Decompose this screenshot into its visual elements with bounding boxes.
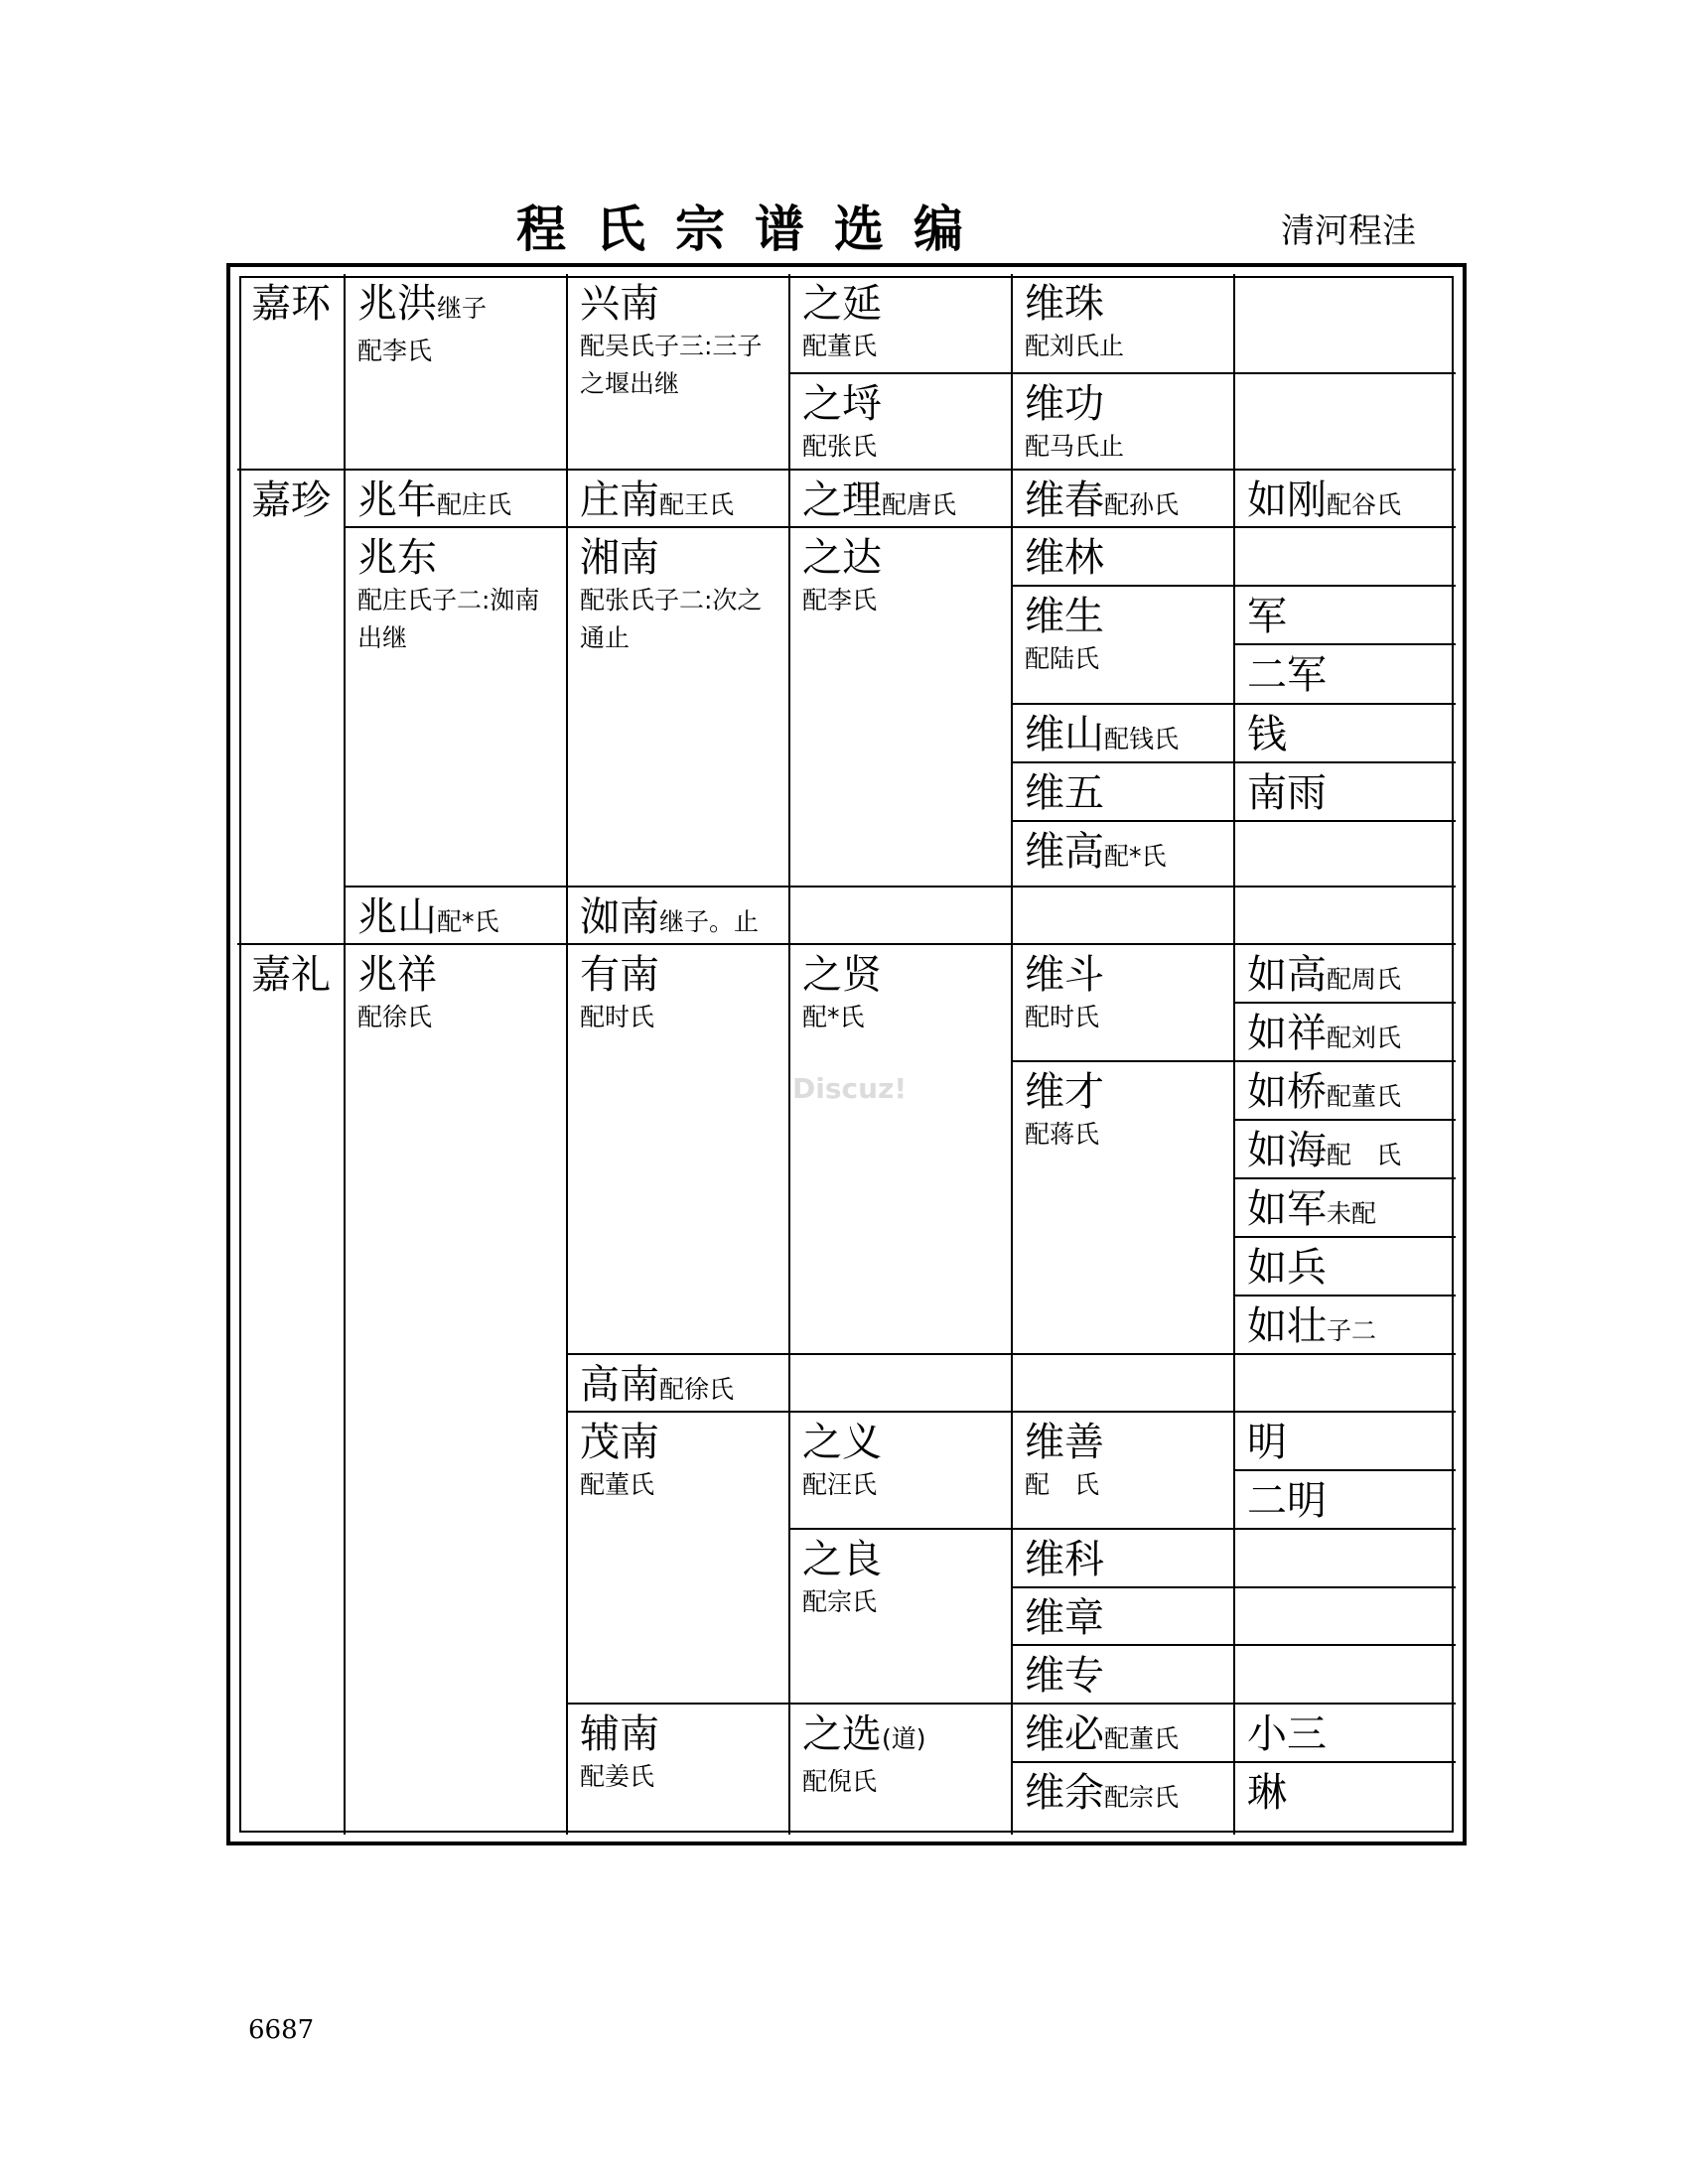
person-name: 维余 — [1025, 1770, 1104, 1816]
person-name: 兆年 — [357, 478, 437, 523]
person-cell — [1233, 705, 1456, 756]
person-cell — [566, 1705, 788, 1796]
person-cell — [1011, 1763, 1233, 1820]
person-name: 维珠 — [1025, 281, 1104, 327]
spouse-note: 配庄氏 — [437, 490, 512, 519]
person-name: 南雨 — [1247, 770, 1327, 815]
person-name: 维善 — [1025, 1420, 1104, 1465]
person-name: 如壮 — [1247, 1303, 1327, 1349]
person-name: 有南 — [580, 952, 659, 998]
person-name: 庄南 — [580, 478, 659, 523]
person-cell — [1011, 274, 1233, 365]
person-cell — [788, 274, 1011, 365]
spouse-note: 配谷氏 — [1327, 490, 1402, 519]
person-note: 配李氏 — [357, 337, 433, 365]
person-name: 兆东 — [357, 535, 437, 581]
person-cell — [1233, 1062, 1456, 1119]
person-cell — [566, 274, 788, 403]
person-cell — [1011, 374, 1233, 466]
person-note: 配吴氏子三:三子之堰出继 — [580, 332, 763, 398]
person-cell — [1011, 705, 1233, 761]
person-name: 二明 — [1247, 1478, 1327, 1523]
person-cell — [1011, 945, 1233, 1036]
person-name: 之义 — [802, 1420, 882, 1465]
person-name: 如祥 — [1247, 1011, 1327, 1056]
watermark: Discuz! — [792, 1072, 908, 1105]
person-note: 配陆氏 — [1025, 644, 1100, 673]
person-name: 维必 — [1025, 1711, 1104, 1757]
person-cell — [1011, 1530, 1233, 1581]
person-note: 配董氏 — [580, 1470, 655, 1499]
person-name: 之贤 — [802, 952, 882, 998]
person-cell — [566, 945, 788, 1036]
person-cell — [1011, 1646, 1233, 1698]
person-cell — [788, 1530, 1011, 1621]
person-name: 之选 — [802, 1711, 882, 1757]
person-name: 之达 — [802, 535, 882, 581]
person-cell — [566, 1355, 788, 1412]
person-name: 兴南 — [580, 281, 659, 327]
person-name: 兆山 — [357, 894, 437, 940]
spouse-note: 配*氏 — [437, 907, 499, 936]
person-cell — [1011, 1705, 1233, 1761]
person-cell — [1233, 1004, 1456, 1060]
person-note: 配时氏 — [1025, 1003, 1100, 1031]
person-cell — [1011, 822, 1233, 879]
person-cell — [344, 945, 566, 1036]
spouse-note: 配唐氏 — [882, 490, 957, 519]
person-cell — [1011, 1588, 1233, 1640]
person-name: 维生 — [1025, 594, 1104, 639]
spouse-note: 配董氏 — [1327, 1082, 1402, 1111]
person-name: 维春 — [1025, 478, 1104, 523]
person-cell — [1233, 471, 1456, 527]
person-name: 之理 — [802, 478, 882, 523]
spouse-note: 配董氏 — [1104, 1724, 1180, 1753]
person-name: 明 — [1247, 1420, 1287, 1464]
person-cell — [788, 471, 1011, 527]
spouse-note: 子二 — [1327, 1316, 1377, 1345]
person-cell — [344, 528, 566, 657]
person-name: 维五 — [1025, 770, 1104, 815]
person-name: 嘉环 — [251, 281, 331, 326]
person-note: 配宗氏 — [802, 1587, 878, 1616]
person-note: 配时氏 — [580, 1003, 655, 1031]
person-name: 维才 — [1025, 1069, 1104, 1115]
person-name: 洳南 — [580, 894, 659, 940]
person-name: 如军 — [1247, 1186, 1327, 1232]
generation-cell — [237, 274, 344, 326]
person-name: 兆祥 — [357, 952, 437, 998]
person-name: 嘉珍 — [251, 478, 331, 522]
generation-cell — [237, 471, 344, 522]
person-name: 维斗 — [1025, 952, 1104, 998]
person-name: 嘉礼 — [251, 952, 331, 997]
person-cell — [788, 1413, 1011, 1504]
person-cell — [1011, 587, 1233, 678]
person-name: 之埒 — [802, 381, 882, 427]
spouse-note: 配王氏 — [659, 490, 735, 519]
person-name: 如海 — [1247, 1128, 1327, 1173]
person-cell — [566, 471, 788, 527]
person-name: 军 — [1247, 594, 1287, 638]
person-cell — [788, 374, 1011, 466]
person-note: 配张氏子二:次之通止 — [580, 586, 763, 652]
person-cell — [1233, 945, 1456, 1002]
person-cell — [1233, 763, 1456, 815]
person-cell — [1233, 587, 1456, 638]
person-note: 配汪氏 — [802, 1470, 878, 1499]
person-cell — [1233, 1238, 1456, 1290]
person-note: 配庄氏子二:洳南出继 — [357, 586, 540, 652]
person-name: 茂南 — [580, 1420, 659, 1465]
page-title: 程氏宗谱选编 — [516, 200, 993, 258]
person-cell — [788, 945, 1011, 1036]
person-name: 维山 — [1025, 712, 1104, 757]
spouse-note: 配刘氏 — [1327, 1024, 1402, 1052]
person-note: 配张氏 — [802, 432, 878, 461]
generation-cell — [237, 945, 344, 997]
spouse-note: 未配 — [1327, 1199, 1377, 1228]
person-name: 之良 — [802, 1537, 882, 1582]
person-name: 二军 — [1247, 652, 1327, 697]
person-note: 配马氏止 — [1025, 432, 1125, 461]
person-cell — [1233, 1705, 1456, 1756]
person-name: 维林 — [1025, 535, 1104, 580]
spouse-note: 配徐氏 — [659, 1375, 735, 1404]
person-cell — [1233, 1297, 1456, 1353]
person-note: 配姜氏 — [580, 1762, 655, 1791]
person-cell — [566, 1413, 788, 1504]
spouse-note: 配宗氏 — [1104, 1783, 1180, 1812]
person-name: 琳 — [1247, 1770, 1287, 1815]
page-number: 6687 — [248, 2015, 315, 2045]
person-cell — [566, 528, 788, 657]
person-name: 如高 — [1247, 952, 1327, 998]
spouse-note: 配钱氏 — [1104, 725, 1180, 753]
person-name: 高南 — [580, 1362, 659, 1408]
person-note: 配蒋氏 — [1025, 1120, 1100, 1149]
spouse-note: (道) — [882, 1724, 926, 1753]
person-cell — [1011, 471, 1233, 527]
person-cell — [1011, 763, 1233, 815]
person-name: 如桥 — [1247, 1069, 1327, 1115]
person-name: 辅南 — [580, 1711, 659, 1757]
person-name: 湘南 — [580, 535, 659, 581]
person-cell — [1011, 1413, 1233, 1504]
spouse-note: 继子 — [437, 294, 488, 323]
person-cell — [344, 471, 566, 527]
person-cell — [344, 274, 566, 370]
page-subtitle: 清河程洼 — [1281, 211, 1416, 251]
person-cell — [1011, 1062, 1233, 1154]
person-name: 维功 — [1025, 381, 1104, 427]
person-name: 小三 — [1247, 1711, 1327, 1756]
person-name: 维章 — [1025, 1595, 1104, 1640]
person-cell — [1233, 1179, 1456, 1236]
person-note: 配李氏 — [802, 586, 878, 614]
person-cell — [344, 887, 566, 944]
person-cell — [1233, 1121, 1456, 1177]
person-cell — [1233, 1471, 1456, 1523]
person-name: 维高 — [1025, 829, 1104, 875]
spouse-note: 配孙氏 — [1104, 490, 1180, 519]
spouse-note: 配周氏 — [1327, 965, 1402, 994]
person-note: 配董氏 — [802, 332, 878, 360]
person-name: 兆洪 — [357, 281, 437, 327]
person-name: 如刚 — [1247, 478, 1327, 523]
person-cell — [788, 528, 1011, 619]
spouse-note: 配 氏 — [1327, 1141, 1402, 1169]
person-name: 维科 — [1025, 1537, 1104, 1581]
person-name: 如兵 — [1247, 1245, 1327, 1290]
person-name: 维专 — [1025, 1653, 1104, 1698]
person-note: 配*氏 — [802, 1003, 865, 1031]
person-cell — [566, 887, 788, 944]
person-cell — [1233, 645, 1456, 697]
person-cell — [1233, 1413, 1456, 1464]
spouse-note: 继子。止 — [659, 907, 760, 936]
spouse-note: 配*氏 — [1104, 842, 1167, 871]
person-note: 配倪氏 — [802, 1767, 878, 1796]
person-note: 配 氏 — [1025, 1470, 1100, 1499]
person-cell — [1233, 1763, 1456, 1815]
person-name: 之延 — [802, 281, 882, 327]
person-cell — [788, 1705, 1011, 1801]
person-note: 配徐氏 — [357, 1003, 433, 1031]
person-note: 配刘氏止 — [1025, 332, 1125, 360]
person-cell — [1011, 528, 1233, 580]
person-name: 钱 — [1247, 712, 1287, 756]
